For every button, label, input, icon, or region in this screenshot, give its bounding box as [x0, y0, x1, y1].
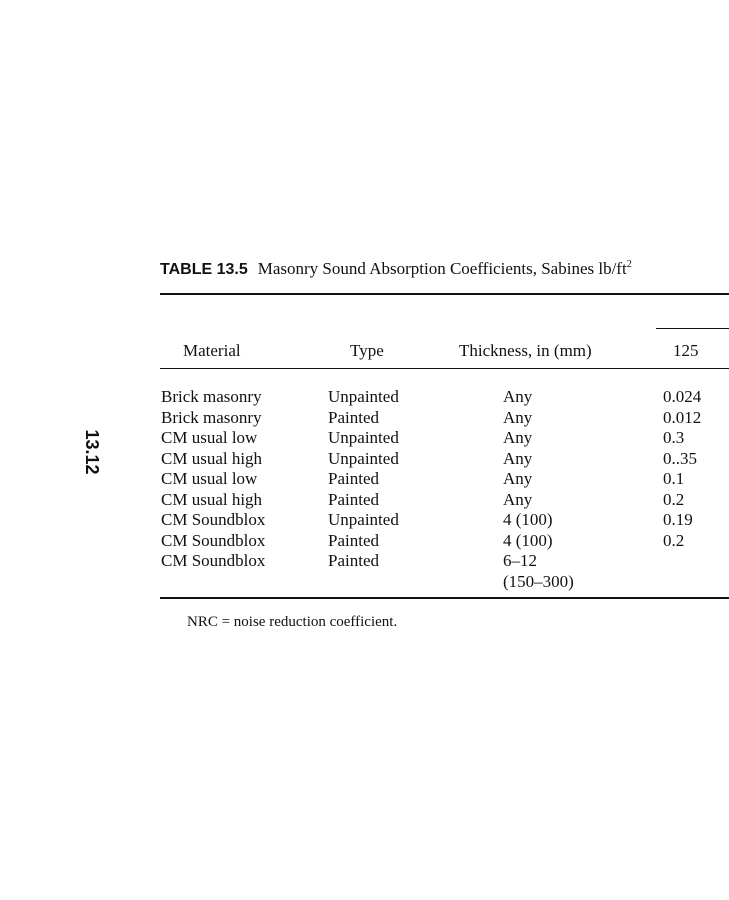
cell-value-125: 0.1 — [663, 469, 685, 488]
cell-thickness: Any — [503, 387, 533, 406]
cell-value-125: 0.2 — [663, 489, 685, 509]
cell-type: Painted — [328, 551, 379, 570]
table-title: Masonry Sound Absorption Coefficients, Sabines lb/ft — [257, 259, 627, 278]
header-material: Material — [183, 341, 241, 360]
cell-material: CM Soundblox — [161, 530, 266, 550]
cell-material: CM usual low — [161, 469, 258, 488]
table-row — [0, 428, 729, 449]
cell-type: Painted — [328, 469, 379, 488]
table-row — [0, 551, 729, 592]
table-top-rule — [160, 293, 729, 295]
header-freq-125: 125 — [673, 341, 699, 360]
title-superscript: 2 — [626, 259, 632, 270]
cell-type: Unpainted — [328, 387, 399, 406]
cell-thickness: Any — [503, 489, 533, 509]
table-bottom-rule — [160, 597, 729, 599]
cell-material: CM Soundblox — [161, 510, 266, 529]
cell-thickness: 4 (100) — [503, 510, 553, 529]
table-label: TABLE 13.5 — [160, 261, 248, 278]
header-type: Type — [350, 341, 384, 360]
cell-value-125: 0.024 — [663, 387, 702, 406]
table-row — [0, 387, 729, 408]
table-row — [0, 408, 729, 429]
cell-thickness: Any — [503, 448, 533, 468]
table-row — [0, 510, 729, 531]
cell-type: Painted — [328, 489, 379, 509]
cell-material: CM usual high — [161, 448, 263, 468]
cell-type: Unpainted — [328, 448, 399, 468]
table-row — [0, 469, 729, 490]
table-row — [0, 490, 729, 511]
header-thickness: Thickness, in (mm) — [459, 341, 592, 360]
cell-material: Brick masonry — [161, 387, 262, 406]
table-row — [0, 531, 729, 552]
cell-thickness: 6–12 (150–300) — [503, 551, 574, 591]
cell-type: Unpainted — [328, 510, 399, 529]
cell-type: Painted — [328, 530, 379, 550]
cell-thickness: Any — [503, 407, 533, 427]
cell-material: CM Soundblox — [161, 551, 266, 570]
cell-thickness: Any — [503, 469, 533, 488]
cell-value-125: 0..35 — [663, 448, 697, 468]
table-body — [0, 387, 729, 592]
cell-value-125: 0.3 — [663, 428, 685, 447]
cell-material: Brick masonry — [161, 407, 262, 427]
table-caption — [160, 259, 632, 279]
cell-value-125: 0.2 — [663, 530, 685, 550]
cell-type: Painted — [328, 407, 379, 427]
cell-thickness: Any — [503, 428, 533, 447]
cell-type: Unpainted — [328, 428, 399, 447]
cell-material: CM usual high — [161, 489, 263, 509]
cell-material: CM usual low — [161, 428, 258, 447]
cell-value-125: 0.012 — [663, 407, 702, 427]
cell-value-125: 0.19 — [663, 510, 693, 529]
frequency-span-rule — [656, 328, 729, 329]
cell-thickness: 4 (100) — [503, 530, 553, 550]
header-rule — [160, 368, 729, 369]
table-footnote: NRC = noise reduction coefficient. — [187, 614, 398, 630]
page-number: 13.12 — [82, 429, 103, 475]
table-row — [0, 449, 729, 470]
